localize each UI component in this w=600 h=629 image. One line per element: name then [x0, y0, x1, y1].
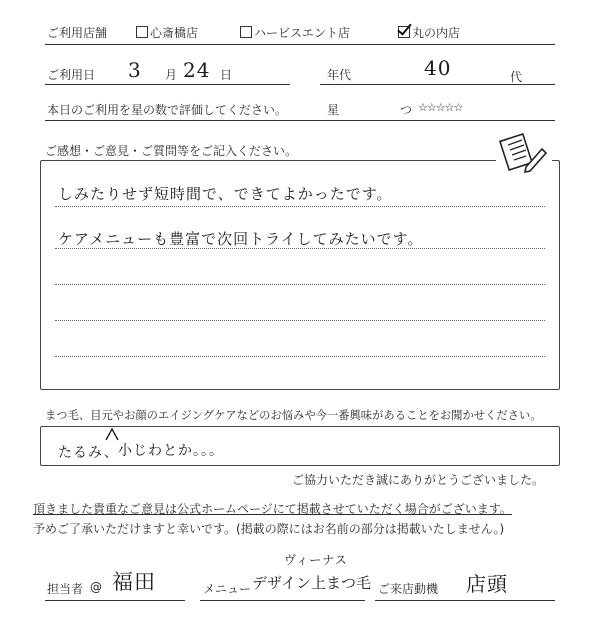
feedback-rule: [55, 206, 545, 207]
star-label: 星: [327, 103, 340, 117]
feedback-rule: [55, 356, 545, 357]
store-option-shinsaibashi[interactable]: 心斎橋店: [136, 24, 198, 41]
month-unit: 月: [165, 68, 178, 82]
star-rating-icons: ☆☆☆☆☆: [418, 101, 463, 114]
store-option-herbis-ent[interactable]: ハービスエント店: [240, 24, 350, 41]
date-underline: [45, 84, 290, 85]
row-divider: [45, 120, 555, 121]
visit-reason-value: 店頭: [466, 572, 508, 596]
date-label: ご利用日: [47, 68, 96, 82]
feedback-rule: [55, 248, 545, 249]
month-value: 3: [128, 58, 142, 82]
menu-underline: [200, 600, 365, 601]
store-label: ご利用店舗: [47, 26, 108, 40]
feedback-rule: [55, 320, 545, 321]
age-underline: [320, 84, 555, 85]
age-value: 40: [424, 56, 452, 80]
checkbox-icon[interactable]: [136, 26, 148, 38]
staff-label: 担当者: [47, 582, 84, 596]
feedback-line-1: しみたりせず短時間で、できてよかったです。: [58, 185, 393, 203]
menu-ruby: ヴィーナス: [284, 553, 348, 567]
feedback-prompt: ご感想・ご意見・ご質問等をご記入ください。: [45, 144, 298, 158]
concerns-answer-main: たるみ、: [58, 445, 119, 461]
store-option-marunouchi[interactable]: 丸の内店: [398, 24, 460, 41]
menu-label: メニュー: [203, 582, 252, 596]
staff-underline: [45, 600, 185, 601]
thanks-message: ご協力いただき誠にありがとうございました。: [292, 473, 545, 487]
rating-prompt: 本日のご利用を星の数で評価してください。: [47, 103, 288, 117]
staff-name: 福田: [112, 570, 156, 594]
feedback-line-2: ケアメニューも豊富で次回トライしてみたいです。: [58, 230, 424, 248]
concerns-prompt: まつ毛、目元やお顔のエイジングケアなどのお悩みや今一番興味があることをお聞かせください。: [45, 409, 542, 422]
staff-mark: @: [90, 580, 102, 594]
notice-line-1: 頂きました貴重なご意見は公式ホームページにて掲載させていただく場合がございます。: [33, 502, 512, 516]
star-count-unit: つ: [400, 103, 413, 117]
visit-reason-underline: [375, 600, 555, 601]
checked-checkbox-icon[interactable]: [398, 26, 410, 38]
age-label: 年代: [327, 68, 352, 82]
checkbox-icon[interactable]: [240, 26, 252, 38]
visit-reason-label: ご来店動機: [378, 582, 439, 596]
notepad-pencil-icon: [496, 131, 552, 179]
feedback-rule: [55, 284, 545, 285]
menu-value: デザイン上まつ毛: [252, 574, 371, 592]
row-divider: [45, 44, 555, 45]
age-unit: 代: [510, 70, 523, 84]
notice-line-2: 予めご了承いただけますと幸いです。(掲載の際にはお名前の部分は掲載いたしません。): [33, 522, 505, 536]
day-unit: 日: [220, 68, 233, 82]
day-value: 24: [183, 58, 211, 82]
concerns-answer-insert: 小じわとか。。。: [118, 443, 224, 459]
